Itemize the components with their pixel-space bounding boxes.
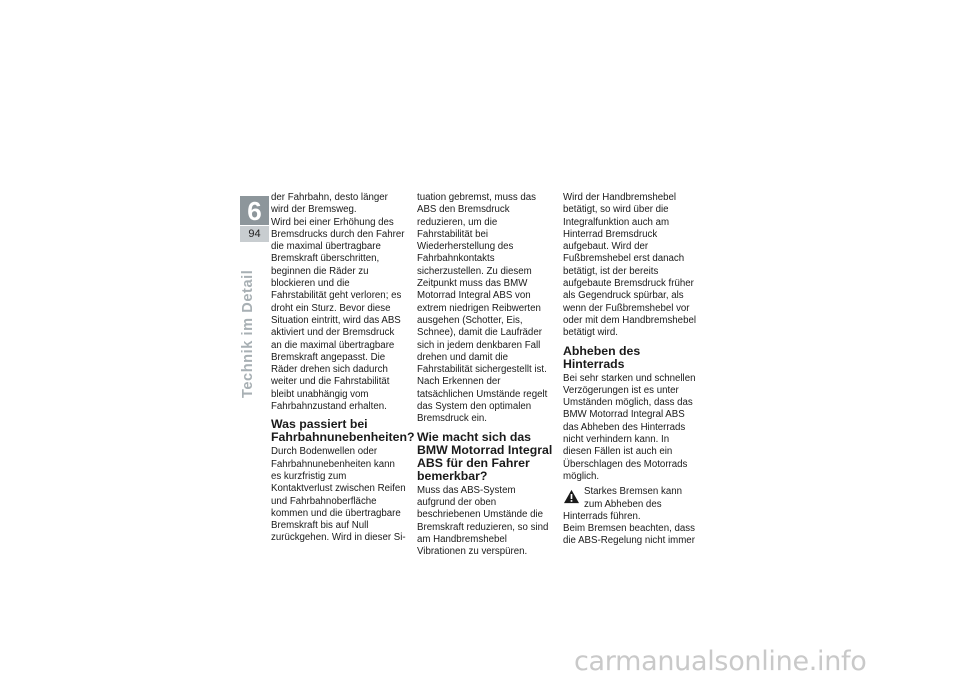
- paragraph: Wird der Handbremshebel betätigt, so wird über die Integralfunktion auch am Hinterrad Bremsdruck aufgebaut. Wird der Fußbremshebel erst danach betätigt, ist der bereits aufgebaute Bremsdruck früher als Gegendruck spürbar, als wenn der Fußbremshebel vor oder mit dem Handbremshebel betätigt wird.: [563, 192, 696, 339]
- paragraph: Muss das ABS-System aufgrund der oben beschriebenen Umstände die Bremskraft reduzieren, so sind am Handbremshebel Vibrationen zu verspüren.: [417, 484, 549, 558]
- paragraph: tuation gebremst, muss das ABS den Bremsdruck reduzieren, um die Fahrstabilität bei Wiederherstellung des Fahrbahnkontakts sicherzustellen. Zu diesem Zeitpunkt muss das BMW Motorrad Integral ABS von extrem niedrigen Reibwerten ausgehen (Schotter, Eis, Schnee), damit die Laufräder sich in jedem denkbaren Fall drehen und damit die Fahrstabilität sichergestellt ist. Nach Erkennen der tatsächlichen Umstände regelt das System den optimalen Bremsdruck ein.: [417, 192, 548, 425]
- section-heading: Wie macht sich das BMW Motorrad Integral ABS für den Fahrer bemerkbar?: [417, 429, 553, 483]
- warning-notice: [563, 486, 699, 523]
- paragraph: Beim Bremsen beachten, dass die ABS-Regelung nicht immer: [563, 523, 695, 547]
- paragraph: Durch Bodenwellen oder Fahrbahnunebenheiten kann es kurzfristig zum Kontaktverlust zwischen Reifen und Fahrbahnoberfläche kommen und die übertragbare Bremskraft bis auf Null zurückgehen. Wird in dieser Si-: [271, 446, 406, 544]
- paragraph: der Fahrbahn, desto länger wird der Bremsweg.: [271, 192, 388, 216]
- text-column-2: [417, 192, 553, 558]
- chapter-number: 6: [240, 196, 269, 225]
- section-heading: Was passiert bei Fahrbahnunebenheiten?: [271, 417, 415, 445]
- paragraph: Bei sehr starken und schnellen Verzögerungen ist es unter Umständen möglich, dass das BMW Motorrad Integral ABS das Abheben des Hinterrads nicht verhindern kann. In diesen Fällen ist auch ein Überschlagen des Motorrads möglich.: [563, 372, 696, 482]
- paragraph: Wird bei einer Erhöhung des Bremsdrucks durch den Fahrer die maximal übertragbare Bremskraft überschritten, beginnen die Räder zu blockieren und die Fahrstabilität geht verloren; es droht ein Sturz. Bevor diese Situation eintritt, wird das ABS aktiviert und der Bremsdruck an die maximal übertragbare Bremskraft angepasst. Die Räder drehen sich dadurch weiter und die Fahrstabilität bleibt unabhängig vom Fahrbahnzustand erhalten.: [271, 216, 405, 413]
- text-column-3: [563, 192, 699, 548]
- text-column-1: [271, 192, 415, 545]
- chapter-title-container: [240, 248, 264, 398]
- page-number: 94: [240, 226, 269, 242]
- warning-triangle-icon: [563, 489, 580, 504]
- chapter-title: Technik im Detail: [240, 269, 256, 398]
- warning-text: Starkes Bremsen kann zum Abheben des Hinterrads führen.: [563, 486, 682, 522]
- section-heading: Abheben des Hinterrads: [563, 343, 641, 371]
- watermark: carmanualsonline.info: [574, 646, 867, 677]
